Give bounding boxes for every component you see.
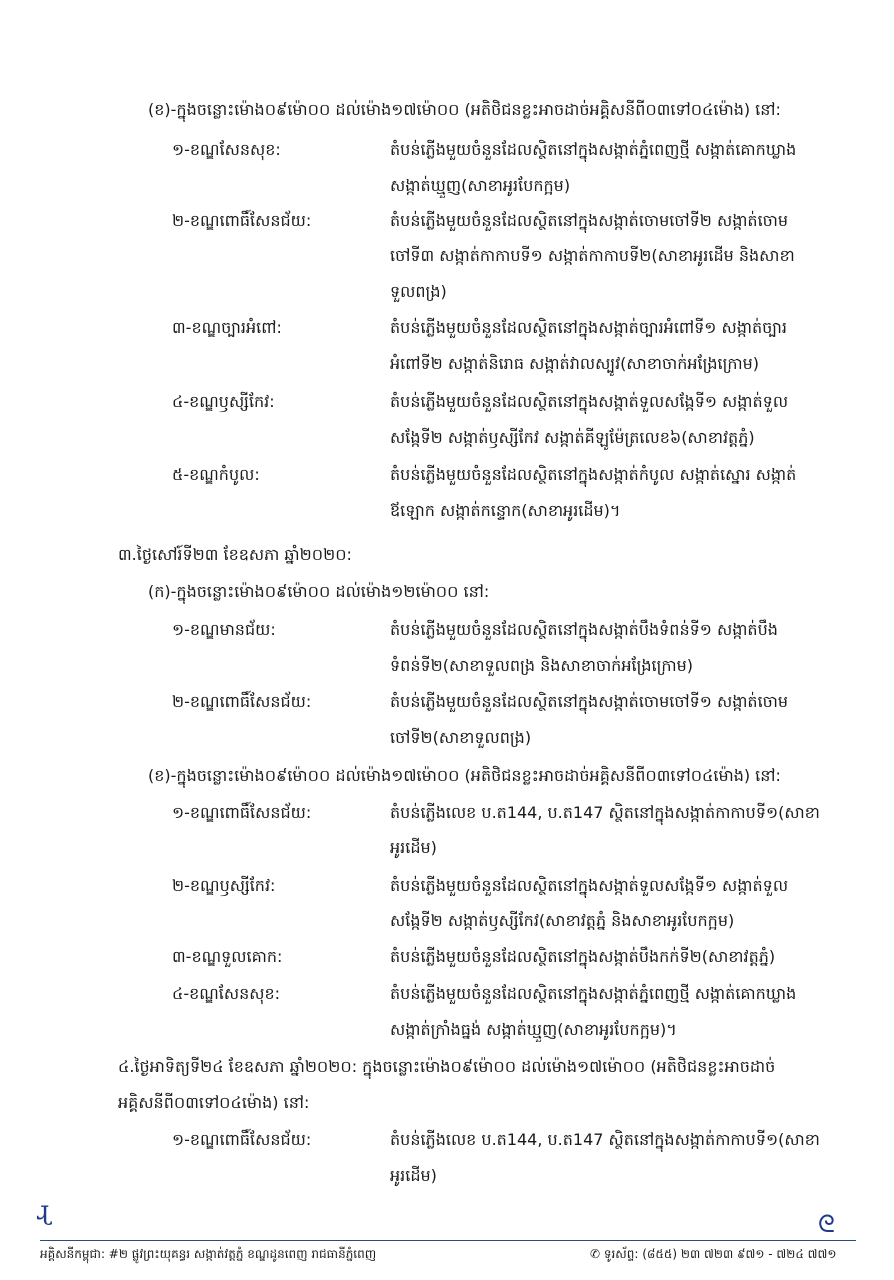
footer-phone-text: ទូរស័ព្ទ: (៨៥៥) ២៣ ៧២៣ ៩៧១ - ៧២៤ ៧៧១ bbox=[603, 1247, 837, 1261]
area-text: ចៅទី៣ សង្កាត់កាកាបទី១ សង្កាត់កាកាបទី២(សាខាអូរដើម និងសាខា bbox=[390, 246, 795, 265]
phone-icon: ✆ bbox=[590, 1247, 604, 1261]
area-text: តំបន់ភ្លើងមួយចំនួនដែលស្ថិតនៅក្នុងសង្កាត់ចោមចៅទី១ សង្កាត់ចោម bbox=[390, 692, 789, 711]
area-text: សង្កែទី២ សង្កាត់ឫស្សីកែវ(សាខាវត្តភ្នំ និងសាខាអូរបែកក្អម) bbox=[390, 911, 735, 930]
footer-address: អគ្គិសនីកម្ពុជា: #២ ផ្លូវព្រះយុគន្ធរ សង្កាត់វត្តភ្នំ ខណ្ឌដូនពេញ រាជធានីភ្នំពេញ bbox=[40, 1247, 377, 1261]
area-text: ឪឡោក សង្កាត់កន្ទោក(សាខាអូរដើម)។ bbox=[390, 501, 621, 520]
district-label: ៣-ខណ្ឌទួលគោក: bbox=[172, 947, 283, 966]
area-text: តំបន់ភ្លើងមួយចំនួនដែលស្ថិតនៅក្នុងសង្កាត់ទួលសង្កែទី១ សង្កាត់ទួល bbox=[390, 392, 789, 411]
section-heading: (ខ)-ក្នុងចន្លោះម៉ោង០៩ម៉ោ០០ ដល់ម៉ោង១៧ម៉ោ០០ (អតិថិជនខ្លះអាចដាច់អគ្គិសនីពី០៣ទៅ០៤ម៉ោង) នៅ: bbox=[148, 100, 781, 119]
area-text: សង្កាត់ក្រាំងធ្នង់ សង្កាត់ឃ្មួញ(សាខាអូរបែកក្អម)។ bbox=[390, 1020, 677, 1039]
area-text: ទំពន់ទី២(សាខាទួលពង្រ និងសាខាចាក់អង្រែក្រោម) bbox=[390, 656, 693, 675]
area-text: តំបន់ភ្លើងលេខ ប.ត144, ប.ត147 ស្ថិតនៅក្នុងសង្កាត់កាកាបទី១(សាខា bbox=[390, 1130, 820, 1149]
area-text: តំបន់ភ្លើងមួយចំនួនដែលស្ថិតនៅក្នុងសង្កាត់ចោមចៅទី២ សង្កាត់ចោម bbox=[390, 211, 789, 230]
area-text: សង្កែទី២ សង្កាត់ឫស្សីកែវ សង្កាត់គីឡូម៉ែត្រលេខ៦(សាខាវត្តភ្នំ) bbox=[390, 428, 755, 447]
handwritten-initial-mark: ɻ bbox=[36, 1196, 51, 1226]
area-text: អូរដើម) bbox=[390, 1166, 437, 1185]
area-text: តំបន់ភ្លើងមួយចំនួនដែលស្ថិតនៅក្នុងសង្កាត់ភ្នំពេញថ្មី សង្កាត់គោកឃ្លាង bbox=[390, 140, 797, 159]
district-label: ៥-ខណ្ឌកំបូល: bbox=[172, 465, 260, 484]
district-label: ៤-ខណ្ឌសែនសុខ: bbox=[172, 984, 281, 1003]
district-label: ៤-ខណ្ឌឫស្សីកែវ: bbox=[172, 392, 275, 411]
section-heading: (ខ)-ក្នុងចន្លោះម៉ោង០៩ម៉ោ០០ ដល់ម៉ោង១៧ម៉ោ០០ (អតិថិជនខ្លះអាចដាច់អគ្គិសនីពី០៣ទៅ០៤ម៉ោង) នៅ: bbox=[148, 766, 781, 785]
area-text: ចៅទី២(សាខាទួលពង្រ) bbox=[390, 728, 532, 747]
area-text: តំបន់ភ្លើងមួយចំនួនដែលស្ថិតនៅក្នុងសង្កាត់ទួលសង្កែទី១ សង្កាត់ទួល bbox=[390, 876, 789, 895]
area-text: តំបន់ភ្លើងលេខ ប.ត144, ប.ត147 ស្ថិតនៅក្នុងសង្កាត់កាកាបទី១(សាខា bbox=[390, 803, 820, 822]
area-text: តំបន់ភ្លើងមួយចំនួនដែលស្ថិតនៅក្នុងសង្កាត់បឹងទំពន់ទី១ សង្កាត់បឹង bbox=[390, 620, 778, 639]
area-text: សង្កាត់ឃ្មួញ(សាខាអូរបែកក្អម) bbox=[390, 176, 571, 195]
area-text: ទួលពង្រ) bbox=[390, 282, 447, 301]
footer-rule bbox=[40, 1240, 856, 1241]
area-text: តំបន់ភ្លើងមួយចំនួនដែលស្ថិតនៅក្នុងសង្កាត់កំបូល សង្កាត់ស្នោរ សង្កាត់ bbox=[390, 465, 797, 484]
handwritten-initial-mark: ᘓ bbox=[818, 1210, 835, 1238]
day-heading: ៤.ថ្ងៃអាទិត្យទី២៤ ខែឧសភា ឆ្នាំ២០២០: ក្នុងចន្លោះម៉ោង០៩ម៉ោ០០ ដល់ម៉ោង១៧ម៉ោ០០ (អតិថិជនខ្លះអាចដាច់ bbox=[118, 1057, 776, 1076]
district-label: ៣-ខណ្ឌច្បារអំពៅ: bbox=[172, 318, 282, 337]
day-heading: ៣.ថ្ងៃសៅរ៍ទី២៣ ខែឧសភា ឆ្នាំ២០២០: bbox=[118, 545, 352, 564]
district-label: ១-ខណ្ឌពោធិ៍សែនជ័យ: bbox=[172, 1130, 312, 1149]
area-text: តំបន់ភ្លើងមួយចំនួនដែលស្ថិតនៅក្នុងសង្កាត់បឹងកក់ទី២(សាខាវត្តភ្នំ) bbox=[390, 947, 776, 966]
district-label: ២-ខណ្ឌពោធិ៍សែនជ័យ: bbox=[172, 692, 312, 711]
district-label: ១-ខណ្ឌមានជ័យ: bbox=[172, 620, 276, 639]
day-heading: អគ្គិសនីពី០៣ទៅ០៤ម៉ោង) នៅ: bbox=[118, 1093, 310, 1112]
area-text: តំបន់ភ្លើងមួយចំនួនដែលស្ថិតនៅក្នុងសង្កាត់ច្បារអំពៅទី១ សង្កាត់ច្បារ bbox=[390, 318, 787, 337]
footer-phone bbox=[590, 1246, 836, 1262]
district-label: ២-ខណ្ឌឫស្សីកែវ: bbox=[172, 876, 276, 895]
section-heading: (ក)-ក្នុងចន្លោះម៉ោង០៩ម៉ោ០០ ដល់ម៉ោង១២ម៉ោ០០ នៅ: bbox=[148, 582, 490, 601]
area-text: អំពៅទី២ សង្កាត់និរោធ សង្កាត់វាលស្បូវ(សាខាចាក់អង្រែក្រោម) bbox=[390, 354, 759, 373]
district-label: ១-ខណ្ឌពោធិ៍សែនជ័យ: bbox=[172, 803, 312, 822]
district-label: ១-ខណ្ឌសែនសុខ: bbox=[172, 140, 281, 159]
area-text: អូរដើម) bbox=[390, 838, 437, 857]
district-label: ២-ខណ្ឌពោធិ៍សែនជ័យ: bbox=[172, 211, 312, 230]
area-text: តំបន់ភ្លើងមួយចំនួនដែលស្ថិតនៅក្នុងសង្កាត់ភ្នំពេញថ្មី សង្កាត់គោកឃ្លាង bbox=[390, 984, 797, 1003]
